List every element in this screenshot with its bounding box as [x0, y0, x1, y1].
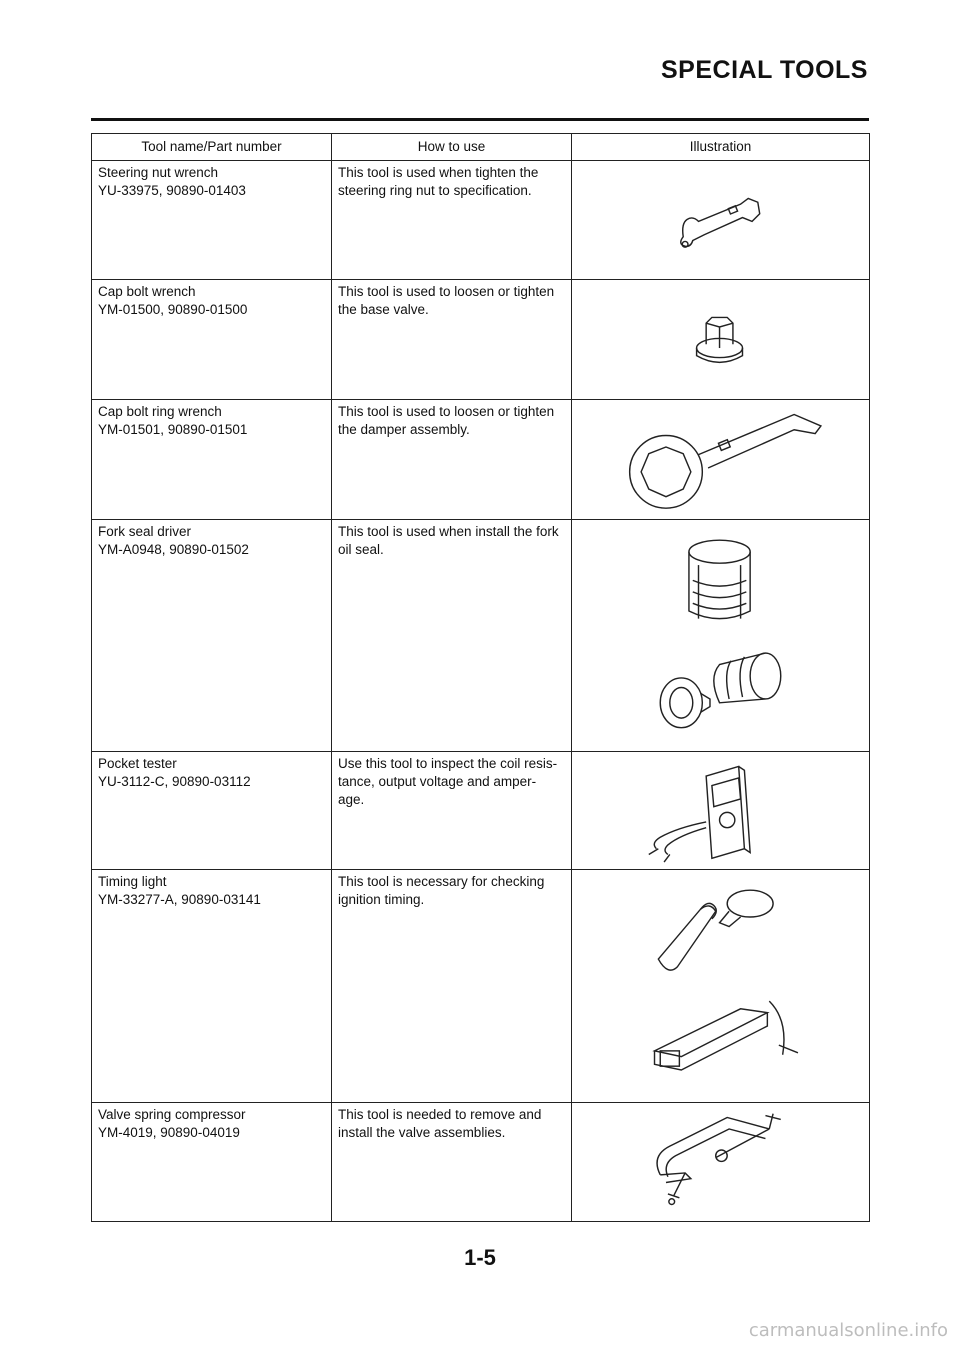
- how-to-use-cell: [332, 751, 572, 870]
- watermark: carmanualsonline.info: [748, 1320, 948, 1341]
- header-illustration: Illustration: [572, 134, 870, 161]
- tool-name: Cap bolt wrench: [98, 283, 196, 299]
- steering-nut-wrench-icon: [578, 164, 863, 276]
- illustration-cell: [572, 279, 870, 399]
- tool-name-cell: [92, 519, 332, 751]
- table-row: [92, 161, 870, 280]
- part-number: YM-01500, 90890-01500: [98, 301, 248, 317]
- tool-name-cell: [92, 751, 332, 870]
- how-to-use-line: ignition timing.: [338, 892, 425, 908]
- valve-spring-compressor-icon: [578, 1106, 863, 1218]
- how-to-use-line: This tool is used to loosen or tighten: [338, 403, 555, 419]
- tool-name: Cap bolt ring wrench: [98, 403, 222, 419]
- tool-name: Steering nut wrench: [98, 165, 219, 180]
- table-row: [92, 751, 870, 870]
- fork-seal-driver-icon: [578, 523, 863, 745]
- how-to-use-line: the damper assembly.: [338, 421, 470, 437]
- illustration-cell: [572, 870, 870, 1103]
- special-tools-table: [91, 133, 870, 1222]
- pocket-tester-icon: [578, 755, 863, 867]
- table-row: [92, 870, 870, 1103]
- illustration-cell: [572, 1103, 870, 1222]
- how-to-use-cell: [332, 1103, 572, 1222]
- illustration-cell: [572, 519, 870, 751]
- title-rule: [91, 118, 869, 121]
- tool-name: Timing light: [98, 874, 167, 890]
- header-how-to-use: How to use: [332, 134, 572, 161]
- tool-name-cell: [92, 1103, 332, 1222]
- header-tool-name: Tool name/Part number: [92, 134, 332, 161]
- tool-name: Valve spring compressor: [98, 1107, 246, 1123]
- how-to-use-cell: [332, 399, 572, 519]
- table-row: [92, 279, 870, 399]
- how-to-use-line: oil seal.: [338, 541, 384, 557]
- how-to-use-line: This tool is used when tighten the: [338, 165, 539, 180]
- part-number: YM-33277-A, 90890-03141: [98, 892, 261, 908]
- illustration-cell: [572, 751, 870, 870]
- how-to-use-line: steering ring nut to specification.: [338, 183, 532, 198]
- illustration-cell: [572, 161, 870, 280]
- how-to-use-line: age.: [338, 791, 365, 807]
- tool-name-cell: [92, 279, 332, 399]
- how-to-use-line: install the valve assemblies.: [338, 1125, 506, 1141]
- part-number: YM-4019, 90890-04019: [98, 1125, 240, 1141]
- how-to-use-line: Use this tool to inspect the coil resis-: [338, 755, 558, 771]
- how-to-use-line: This tool is needed to remove and: [338, 1107, 542, 1123]
- tool-name-cell: [92, 399, 332, 519]
- part-number: YU-33975, 90890-01403: [98, 183, 246, 198]
- cap-bolt-ring-wrench-icon: [578, 403, 863, 516]
- part-number: YM-01501, 90890-01501: [98, 421, 248, 437]
- part-number: YU-3112-C, 90890-03112: [98, 773, 251, 789]
- table-row: [92, 519, 870, 751]
- how-to-use-cell: [332, 279, 572, 399]
- timing-light-icon: [578, 873, 863, 1096]
- illustration-cell: [572, 399, 870, 519]
- table-row: [92, 1103, 870, 1222]
- table-header-row: [92, 134, 870, 161]
- cap-bolt-wrench-icon: [578, 283, 863, 396]
- how-to-use-cell: [332, 870, 572, 1103]
- how-to-use-line: the base valve.: [338, 301, 429, 317]
- tool-name: Fork seal driver: [98, 523, 192, 539]
- tool-name-cell: [92, 870, 332, 1103]
- page-number: 1-5: [464, 1245, 496, 1270]
- how-to-use-cell: [332, 161, 572, 280]
- tool-name: Pocket tester: [98, 755, 177, 771]
- page-title: SPECIAL TOOLS: [660, 56, 868, 84]
- how-to-use-line: This tool is necessary for checking: [338, 874, 545, 890]
- how-to-use-line: This tool is used when install the fork: [338, 523, 559, 539]
- how-to-use-cell: [332, 519, 572, 751]
- how-to-use-line: tance, output voltage and amper-: [338, 773, 537, 789]
- tool-name-cell: [92, 161, 332, 280]
- part-number: YM-A0948, 90890-01502: [98, 541, 249, 557]
- how-to-use-line: This tool is used to loosen or tighten: [338, 283, 555, 299]
- table-row: [92, 399, 870, 519]
